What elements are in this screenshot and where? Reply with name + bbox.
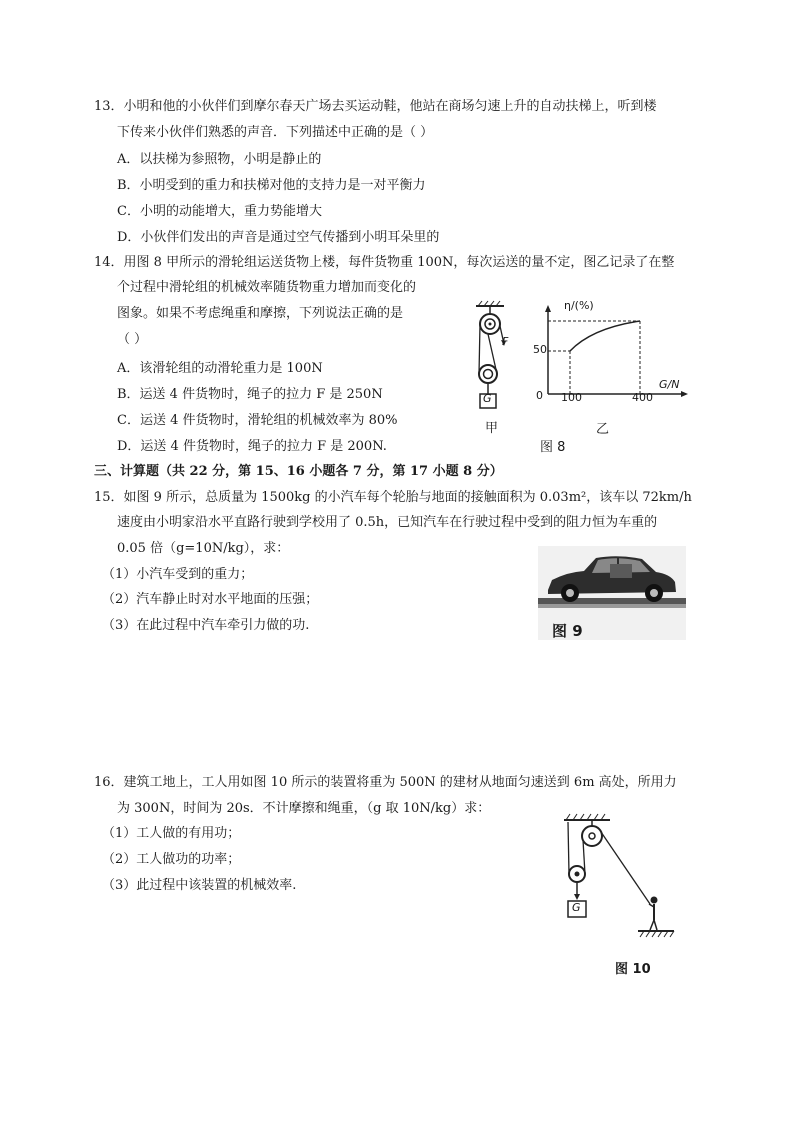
q14-option-c: C．运送 4 件货物时，滑轮组的机械效率为 80% <box>117 413 398 428</box>
graph-y-axis-label: η/(%) <box>564 299 594 312</box>
q15-item-3: （3）在此过程中汽车牵引力做的功. <box>102 618 310 633</box>
q16-stem-line2: 为 300N，时间为 20s．不计摩擦和绳重，（g 取 10N/kg）求： <box>117 801 491 816</box>
pulley-force-label: F <box>502 335 509 348</box>
graph-origin: 0 <box>536 389 543 402</box>
q15-stem-line2: 速度由小明家沿水平直路行驶到学校用了 0.5h，已知汽车在行驶过程中受到的阻力恒为车重的 <box>117 515 658 530</box>
q14-answer-blank: （ ） <box>117 332 148 347</box>
figure-10-load-label: G <box>572 901 581 914</box>
figure-8-caption: 图 8 <box>540 440 566 455</box>
q16-stem-line1: 16．建筑工地上，工人用如图 10 所示的装置将重为 500N 的建材从地面匀速送到 6m 高处，所用力 <box>94 775 677 790</box>
q14-stem-line1: 14．用图 8 甲所示的滑轮组运送货物上楼，每件货物重 100N，每次运送的量不定，图乙记录了在整 <box>94 255 675 270</box>
pulley-load-label: G <box>483 392 492 405</box>
figure-8-jia-label: 甲 <box>485 421 499 436</box>
q14-option-d: D．运送 4 件货物时，绳子的拉力 F 是 200N. <box>117 439 387 454</box>
q15-stem-line1: 15．如图 9 所示，总质量为 1500kg 的小汽车每个轮胎与地面的接触面积为 0.03m²，该车以 72km/h <box>94 490 692 505</box>
section-3-heading: 三、计算题（共 22 分，第 15、16 小题各 7 分，第 17 小题 8 分） <box>94 464 503 479</box>
q13-option-c: C．小明的动能增大，重力势能增大 <box>117 204 322 219</box>
figure-8-yi-label: 乙 <box>596 422 610 437</box>
q14-option-b: B．运送 4 件货物时，绳子的拉力 F 是 250N <box>117 387 383 402</box>
q16-item-2: （2）工人做功的功率； <box>102 852 241 867</box>
figure-10-caption: 图 10 <box>615 962 651 977</box>
figure-10-pulley-worker-diagram <box>558 812 680 940</box>
graph-x-tick-400: 400 <box>632 391 653 404</box>
q13-stem-line1: 13．小明和他的小伙伴们到摩尔春天广场去买运动鞋，他站在商场匀速上升的自动扶梯上，听到楼 <box>94 99 657 114</box>
q14-stem-line3: 图象。如果不考虑绳重和摩擦，下列说法正确的是 <box>117 306 404 321</box>
q14-option-a: A．该滑轮组的动滑轮重力是 100N <box>117 361 323 376</box>
q16-item-3: （3）此过程中该装置的机械效率. <box>102 878 297 893</box>
q13-stem-line2: 下传来小伙伴们熟悉的声音．下列描述中正确的是（ ） <box>117 125 434 140</box>
graph-y-tick-50: 50 <box>533 343 547 356</box>
graph-x-axis-label: G/N <box>659 378 680 391</box>
q13-option-a: A．以扶梯为参照物，小明是静止的 <box>117 152 322 167</box>
q13-option-b: B．小明受到的重力和扶梯对他的支持力是一对平衡力 <box>117 178 426 193</box>
q14-stem-line2: 个过程中滑轮组的机械效率随货物重力增加而变化的 <box>117 280 417 295</box>
graph-x-tick-100: 100 <box>561 391 582 404</box>
q15-item-1: （1）小汽车受到的重力； <box>102 567 254 582</box>
q16-item-1: （1）工人做的有用功； <box>102 826 241 841</box>
q15-stem-line3: 0.05 倍（g=10N/kg），求： <box>117 541 290 556</box>
figure-8-pulley-diagram <box>466 300 526 412</box>
q15-item-2: （2）汽车静止时对水平地面的压强； <box>102 592 319 607</box>
q13-option-d: D．小伙伴们发出的声音是通过空气传播到小明耳朵里的 <box>117 230 440 245</box>
figure-9-caption: 图 9 <box>552 622 583 640</box>
